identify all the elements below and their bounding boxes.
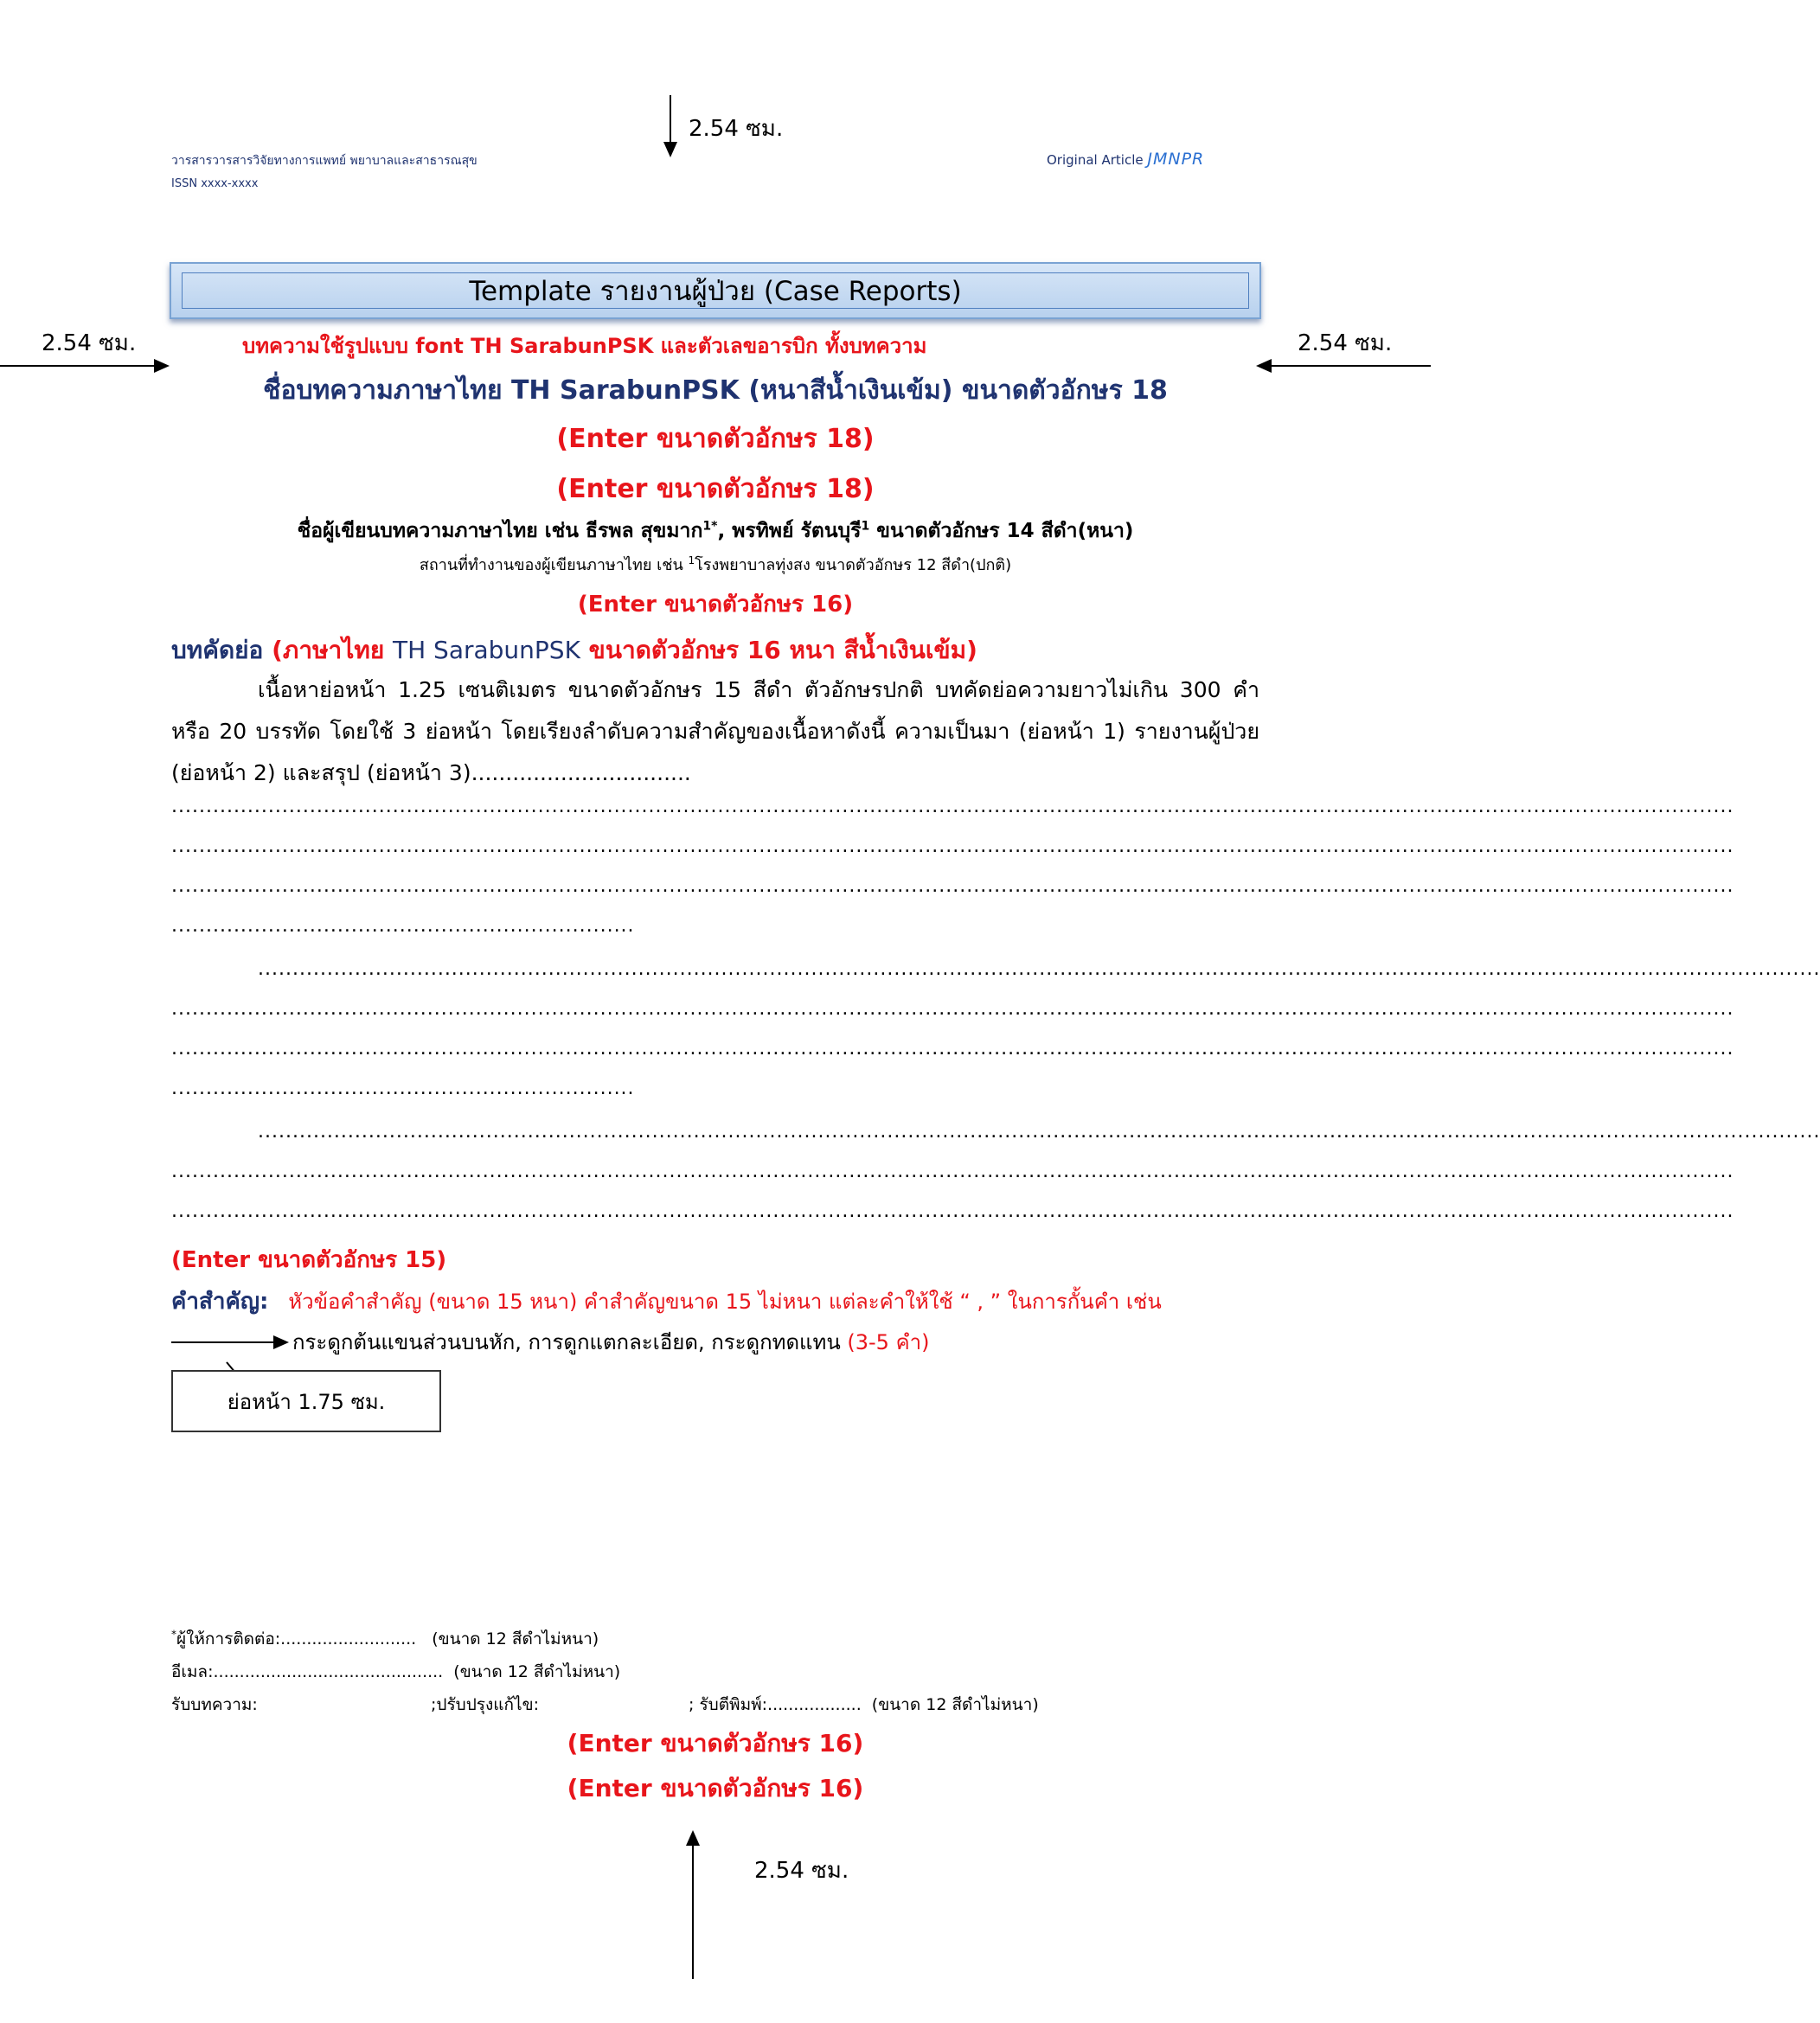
keywords-instructions: หัวข้อคำสำคัญ (ขนาด 15 หนา) คำสำคัญขนาด 15 ไม่หนา แต่ละคำให้ใช้ “ , ” ในการกั้นคำ เช่น (288, 1290, 1162, 1314)
indent-note: ย่อหน้า 1.75 ซม. (227, 1389, 386, 1414)
template-title: Template รายงานผู้ป่วย (Case Reports) (182, 272, 1249, 309)
keywords-indent-line (171, 1341, 275, 1343)
enter-15: (Enter ขนาดตัวอักษร 15) (171, 1247, 447, 1273)
top-margin-line (670, 95, 671, 144)
enter-18-first: (Enter ขนาดตัวอักษร 18) (556, 424, 875, 454)
top-margin-label: 2.54 ซม. (689, 116, 784, 142)
abstract-heading (171, 631, 977, 669)
dotted-line: .................................................................................................................................................................................................................................. (171, 998, 1734, 1020)
footnote-received: รับบทความ: (171, 1695, 258, 1714)
affiliation-line (0, 552, 1431, 577)
email-note: (ขนาด 12 สีดำไม่หนา) (453, 1662, 621, 1681)
abstract-body (171, 669, 1259, 794)
affiliation-sup: 1 (688, 554, 695, 567)
enter-16-second: (Enter ขนาดตัวอักษร 16) (567, 1729, 864, 1757)
font-note: บทความใช้รูปแบบ font TH SarabunPSK และตัวเลขอารบิก ทั้งบทความ (242, 334, 927, 358)
email-dots: ............................................ (213, 1662, 444, 1681)
keywords-label: คำสำคัญ: (171, 1289, 269, 1315)
journal-issn: ISSN xxxx-xxxx (171, 177, 259, 190)
dotted-line-short: .................................................................................................................................................................................................................................. (171, 1200, 1734, 1222)
abstract-heading-note-1: (ภาษาไทย (263, 636, 393, 664)
article-type-label: Original Article (1047, 152, 1144, 168)
author-1-sup: 1* (702, 519, 718, 534)
bottom-margin-line (692, 1844, 694, 1979)
accepted-note: (ขนาด 12 สีดำไม่หนา) (871, 1695, 1039, 1714)
abstract-heading-label: บทคัดย่อ (171, 636, 264, 664)
author-2: , พรทิพย์ รัตนบุรี (717, 520, 862, 542)
footnote-email (171, 1659, 620, 1685)
keywords-count: (3-5 คำ) (840, 1330, 930, 1354)
footnote-revised: ;ปรับปรุงแก้ไข: (431, 1695, 539, 1714)
contact-label: ผู้ให้การติดต่อ: (176, 1629, 281, 1648)
right-margin-line (1272, 365, 1431, 367)
abstract-heading-note-2: ขนาดตัวอักษร 16 หนา สีน้ำเงินเข้ม) (580, 636, 977, 664)
dotted-line: .................................................................................................................................................................................................................................. (171, 835, 1734, 857)
top-margin-arrow-icon (663, 142, 677, 157)
bottom-margin-label: 2.54 ซม. (754, 1858, 849, 1884)
left-margin-line (0, 365, 156, 367)
affiliation-suffix: โรงพยาบาลทุ่งสง ขนาดตัวอักษร 12 สีดำ(ปกติ) (695, 556, 1012, 574)
author-1: ชื่อผู้เขียนบทความภาษาไทย เช่น ธีรพล สุขมาก (297, 520, 703, 542)
keywords-examples-line (292, 1325, 929, 1359)
dotted-line: .................................................................................................................................................................................................................................. (258, 1121, 1820, 1143)
keywords-examples: กระดูกต้นแขนส่วนบนหัก, การดูกแตกละเอียด, กระดูกทดแทน (292, 1330, 841, 1354)
footnote-contact: *ผู้ให้การติดต่อ:.......................... (ขนาด 12 สีดำไม่หนา) (171, 1628, 599, 1648)
enter-16-third: (Enter ขนาดตัวอักษร 16) (567, 1774, 864, 1802)
enter-18-second: (Enter ขนาดตัวอักษร 18) (556, 474, 875, 504)
indent-note-box (171, 1370, 441, 1432)
dotted-line: .................................................................................................................................................................................................................................. (171, 1038, 1734, 1060)
article-title: ชื่อบทความภาษาไทย TH SarabunPSK (หนาสีน้ำเงินเข้ม) ขนาดตัวอักษร 18 (263, 375, 1168, 406)
accepted-label: ; รับตีพิมพ์: (689, 1695, 768, 1714)
dotted-line: .................................................................................................................................................................................................................................. (171, 796, 1734, 817)
dotted-line: .................................................................................................................................................................................................................................. (258, 958, 1820, 980)
journal-logo: JMNPR (1147, 150, 1205, 169)
author-2-sup: 1 (861, 519, 870, 534)
email-label: อีเมล: (171, 1662, 214, 1681)
keywords-line (171, 1284, 1263, 1319)
accepted-dots: .................. (767, 1695, 862, 1714)
dotted-line: .................................................................................................................................................................................................................................. (171, 1161, 1734, 1182)
abstract-body-text: เนื้อหาย่อหน้า 1.25 เซนติเมตร ขนาดตัวอักษร 15 สีดำ ตัวอักษรปกติ บทคัดย่อความยาวไม่เกิน 300 คำ หรือ 20 บรรทัด โดยใช้ 3 ย่อหน้า โดยเรียงลำดับความสำคัญของเนื้อหาดังนี้ ความเป็นมา (ย่อหน้า 1) รายงานผู้ป่วย (ย่อหน้า 2) และสรุป (ย่อหน้า 3)................................ (171, 677, 1259, 785)
enter-16-first: (Enter ขนาดตัวอักษร 16) (577, 592, 854, 618)
right-margin-label: 2.54 ซม. (1298, 330, 1393, 356)
authors-line (0, 515, 1431, 547)
keywords-indent-arrow-icon (273, 1335, 289, 1349)
abstract-heading-font: TH SarabunPSK (392, 636, 580, 664)
authors-note: ขนาดตัวอักษร 14 สีดำ(หนา) (869, 520, 1134, 542)
dotted-line: .................................................................................................................................................................................................................................. (171, 875, 1734, 897)
contact-note: (ขนาด 12 สีดำไม่หนา) (432, 1629, 599, 1648)
article-type (1047, 150, 1204, 169)
affiliation-prefix: สถานที่ทำงานของผู้เขียนภาษาไทย เช่น (419, 556, 689, 574)
contact-dots: .......................... (280, 1629, 417, 1648)
dotted-line-short: ................................................................... (171, 915, 635, 937)
template-title-box (170, 262, 1261, 319)
journal-name: วารสารวารสารวิจัยทางการแพทย์ พยาบาลและสาธารณสุข (171, 154, 477, 168)
footnote-accepted (689, 1692, 1039, 1718)
left-margin-label: 2.54 ซม. (42, 330, 137, 356)
dotted-line-short: ................................................................... (171, 1078, 635, 1099)
